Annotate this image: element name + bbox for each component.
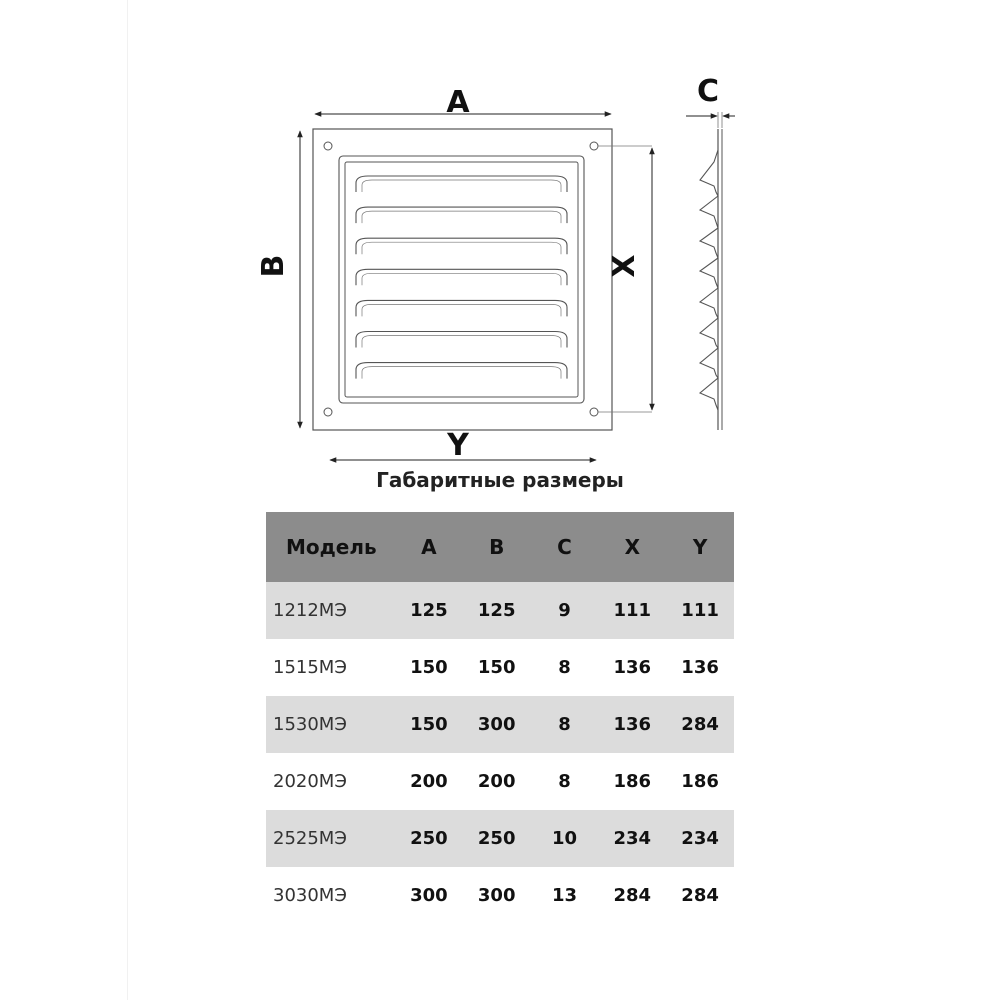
cell-a: 250 — [395, 810, 463, 867]
cell-b: 200 — [477, 771, 516, 792]
louver-group — [356, 176, 567, 379]
louver-slat-edge — [362, 304, 561, 316]
mounting-hole — [590, 142, 598, 150]
dimensions-caption: Габаритные размеры — [376, 468, 624, 492]
column-header-c: C — [531, 512, 599, 582]
cell-model: 3030МЭ — [273, 885, 347, 906]
dimension-label-x: X — [607, 254, 642, 278]
cell-a: 150 — [410, 657, 448, 678]
louver-slat-edge — [362, 242, 561, 254]
cell-model: 1530МЭ — [266, 696, 395, 753]
table-row — [266, 696, 734, 753]
table-row — [266, 582, 734, 639]
grille-front-view — [313, 129, 612, 430]
mounting-hole — [590, 408, 598, 416]
dimensions-table — [266, 512, 734, 924]
cell-c: 8 — [531, 696, 599, 753]
dimension-label-c: C — [696, 74, 720, 109]
cell-b: 300 — [477, 885, 516, 906]
column-header-b: B — [463, 512, 531, 582]
louver-slat-edge — [362, 180, 561, 192]
column-header-model: Модель — [266, 512, 395, 582]
cell-c: 9 — [531, 582, 599, 639]
cell-y: 111 — [666, 582, 734, 639]
dimension-label-b: B — [256, 254, 291, 278]
cell-c: 13 — [551, 885, 578, 906]
table-row — [266, 639, 734, 696]
cell-a: 125 — [395, 582, 463, 639]
column-header-a: A — [395, 512, 463, 582]
cell-b: 150 — [477, 657, 516, 678]
column-header-y: Y — [666, 512, 734, 582]
louver-slat-edge — [362, 367, 561, 379]
grille-side-profile — [700, 129, 722, 430]
profile-louver-edges — [700, 150, 718, 410]
cell-c: 10 — [531, 810, 599, 867]
louver-slat — [356, 207, 567, 223]
louver-slat — [356, 363, 567, 379]
louver-slat — [356, 300, 567, 316]
table-row — [266, 753, 734, 810]
cell-model: 1515МЭ — [273, 657, 347, 678]
cell-y: 136 — [681, 657, 719, 678]
cell-x: 111 — [598, 582, 666, 639]
louver-slat-edge — [362, 273, 561, 285]
cell-x: 186 — [613, 771, 652, 792]
cell-a: 150 — [395, 696, 463, 753]
mounting-hole — [324, 408, 332, 416]
cell-b: 300 — [463, 696, 531, 753]
grille-inner-frame — [345, 162, 578, 397]
table-row — [266, 810, 734, 867]
louver-slat — [356, 176, 567, 192]
louver-slat — [356, 238, 567, 254]
cell-y: 234 — [666, 810, 734, 867]
cell-c: 8 — [558, 771, 571, 792]
cell-a: 200 — [410, 771, 448, 792]
cell-b: 125 — [463, 582, 531, 639]
cell-x: 284 — [613, 885, 652, 906]
louver-slat — [356, 269, 567, 285]
grille-inner-frame-outer — [339, 156, 584, 403]
cell-x: 234 — [598, 810, 666, 867]
cell-y: 186 — [681, 771, 719, 792]
table-header-row — [266, 512, 734, 582]
cell-x: 136 — [613, 657, 652, 678]
column-header-x: X — [598, 512, 666, 582]
cell-model: 2020МЭ — [273, 771, 347, 792]
cell-y: 284 — [666, 696, 734, 753]
cell-a: 300 — [410, 885, 448, 906]
mounting-hole — [324, 142, 332, 150]
cell-model: 1212МЭ — [266, 582, 395, 639]
dimension-label-a: A — [446, 85, 470, 120]
louver-slat-edge — [362, 336, 561, 348]
cell-model: 2525МЭ — [266, 810, 395, 867]
louver-slat — [356, 332, 567, 348]
dimension-label-y: Y — [447, 428, 469, 463]
louver-slat-edge — [362, 211, 561, 223]
cell-y: 284 — [681, 885, 719, 906]
cell-x: 136 — [598, 696, 666, 753]
cell-c: 8 — [558, 657, 571, 678]
table-row — [266, 867, 734, 924]
cell-b: 250 — [463, 810, 531, 867]
